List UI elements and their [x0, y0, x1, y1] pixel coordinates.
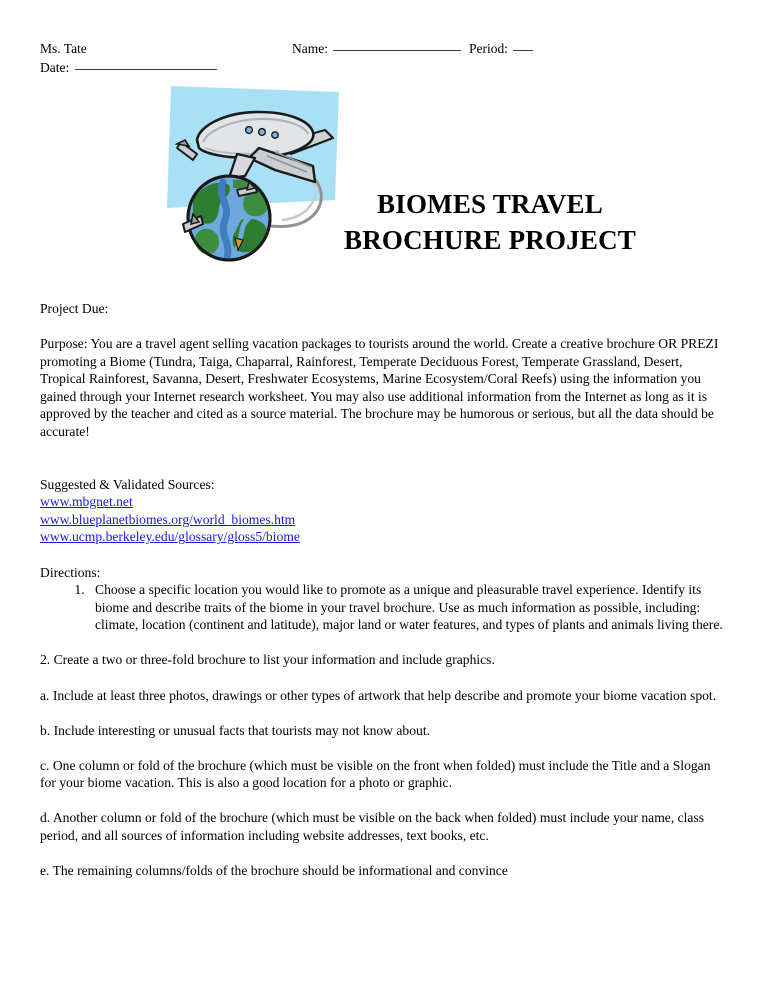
- list-item: 1. Choose a specific location you would like to promote as a unique and pleasurable travel experience. Identify its biome and describe traits of the biome in your travel brochure. Use as much information as possible, including: climate, location (continent and latitude), major land or water features, and types of plants and animals living there.: [88, 581, 728, 634]
- source-link-2: [40, 511, 728, 529]
- spacer-before-sources: [40, 458, 728, 476]
- sources-heading: Suggested & Validated Sources:: [40, 476, 215, 492]
- page-title: [300, 186, 680, 258]
- source-link-3-anchor[interactable]: www.ucmp.berkeley.edu/glossary/gloss5/biome: [40, 529, 300, 545]
- item-2-paragraph: 2. Create a two or three-fold brochure to list your information and include graphics.: [40, 652, 495, 668]
- spacer-before-directions: [40, 546, 728, 564]
- name-label: Name:: [292, 41, 328, 56]
- page-title-line-2: BROCHURE PROJECT: [344, 225, 636, 255]
- document-header: [40, 40, 728, 77]
- header-top-row: [40, 40, 728, 58]
- page-title-line-1: BIOMES TRAVEL: [377, 189, 603, 219]
- spacer-before-item-2: [40, 634, 728, 652]
- directions-heading: Directions:: [40, 564, 101, 580]
- teacher-name: Ms. Tate: [40, 41, 87, 56]
- project-due-line: Project Due:: [40, 301, 109, 316]
- date-label: Date:: [40, 60, 70, 75]
- source-link-3: [40, 528, 728, 546]
- item-a-paragraph: a. Include at least three photos, drawings or other types of artwork that help describe and promote your biome vacation spot.: [40, 687, 717, 703]
- period-label: Period:: [469, 41, 508, 56]
- source-link-1: [40, 493, 728, 511]
- item-e-paragraph: e. The remaining columns/folds of the brochure should be informational and convince: [40, 863, 508, 879]
- source-link-2-anchor[interactable]: www.blueplanetbiomes.org/world_biomes.htm: [40, 511, 296, 527]
- item-b-paragraph: b. Include interesting or unusual facts that tourists may not know about.: [40, 722, 430, 738]
- item-c-paragraph: c. One column or fold of the brochure (which must be visible on the front when folded) must include the Title and a Slogan for your biome vacation. This is also a good location for a photo or graphic.: [40, 757, 711, 791]
- directions-numbered-list: [40, 581, 728, 634]
- item-d-paragraph: d. Another column or fold of the brochure (which must be visible on the back when folded) must include your name, class period, and all sources of information including website addresses, text books, etc.: [40, 810, 705, 843]
- document-body: [40, 300, 728, 880]
- source-link-1-anchor[interactable]: www.mbgnet.net: [40, 494, 133, 510]
- header-date-row: [40, 59, 728, 77]
- purpose-paragraph: Purpose: You are a travel agent selling vacation packages to tourists around the world. Create a creative brochure OR PREZI promoting a Biome (Tundra, Taiga, Chaparral, Rainforest, Temperate Deciduous Forest, Temperate Grassland, Desert, Tropical Rainforest, Savanna, Desert, Freshwater Ecosystems, Marine Ecosystem/Coral Reefs) using the information you gained through your Internet research worksheet. You may also use additional information from the Internet as long as it is approved by the teacher and cited as a source material. The brochure may be humorous or serious, but all the data should be accurate!: [40, 336, 719, 440]
- period-blank-line[interactable]: [513, 50, 533, 51]
- name-blank-line[interactable]: [333, 50, 461, 51]
- date-blank-line[interactable]: [75, 69, 217, 70]
